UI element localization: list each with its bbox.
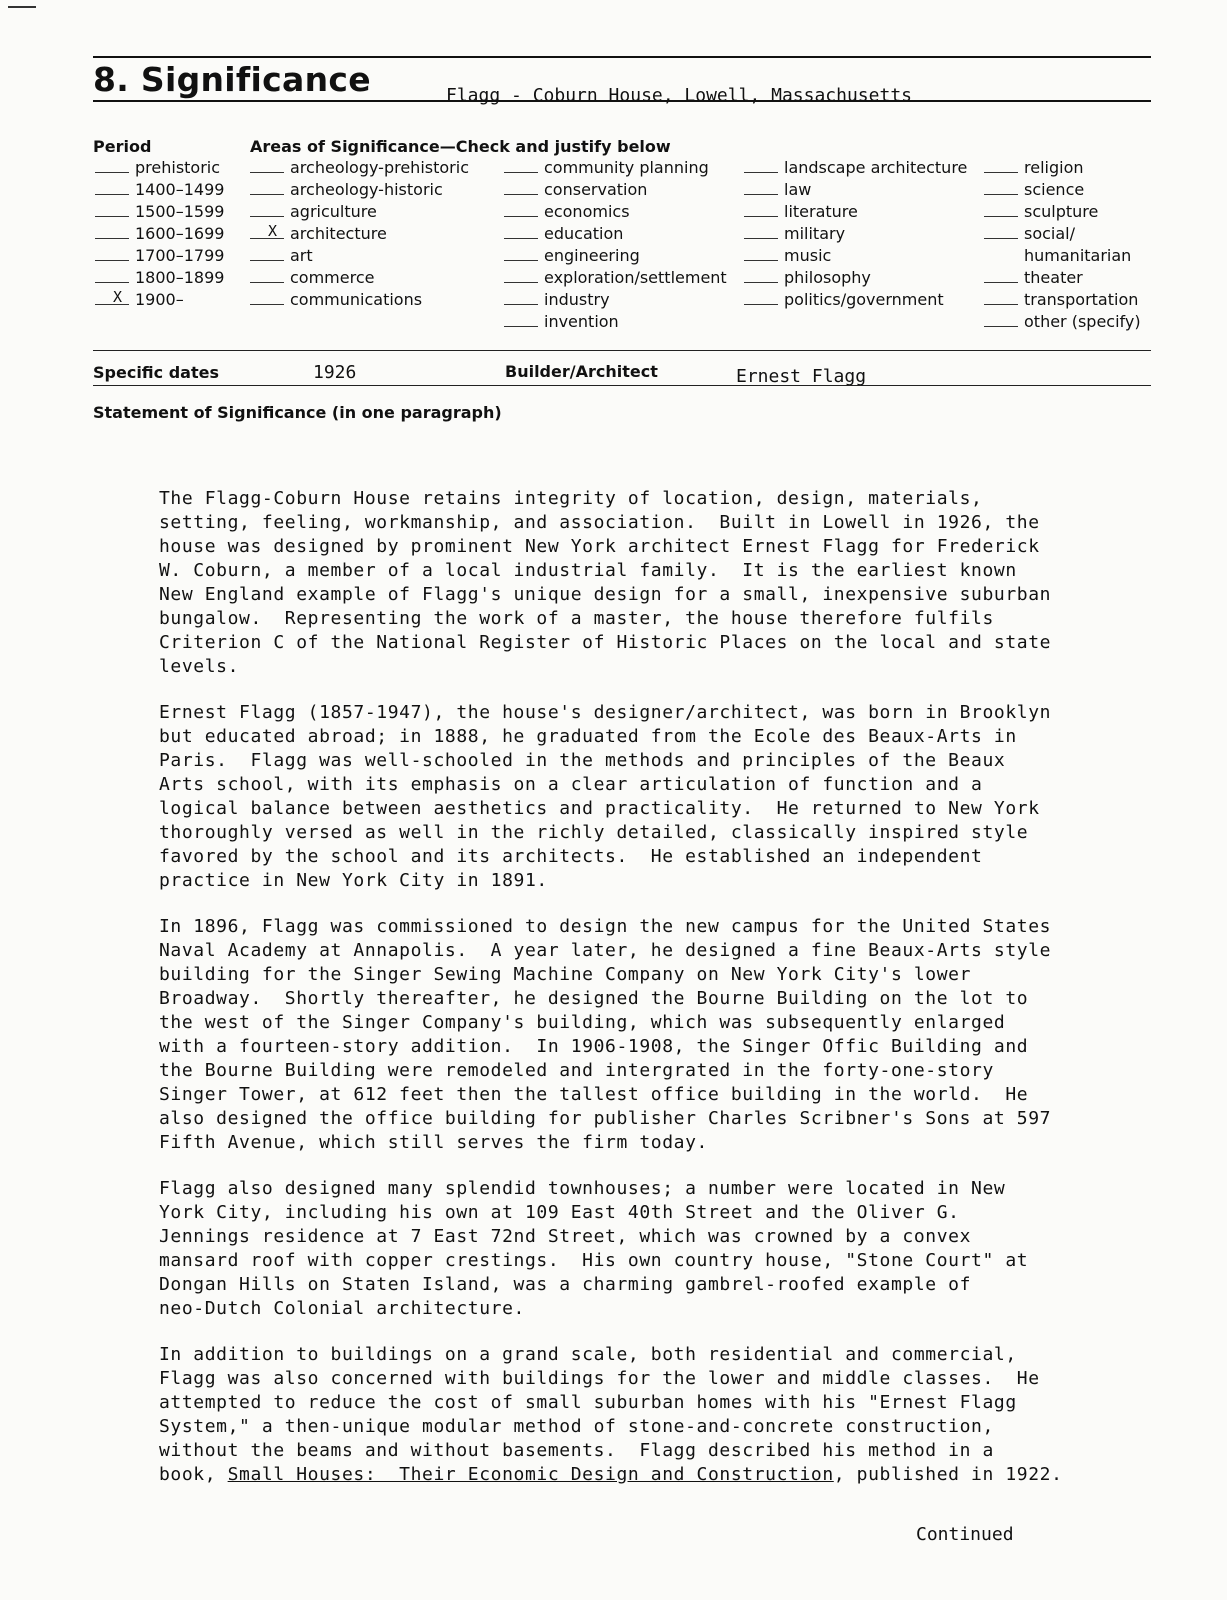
title-underline [93,100,1151,102]
checkbox-blank[interactable] [95,268,129,283]
builder-value: Ernest Flagg [736,366,867,387]
area-item [984,157,1141,179]
specific-dates-value: 1926 [313,362,357,383]
checkbox-blank[interactable] [984,202,1018,217]
area-item [250,289,469,311]
area-item [504,245,727,267]
checkbox-blank[interactable] [250,158,284,173]
period-list [95,157,224,311]
area-label: communications [290,290,423,309]
area-label: social/ [1024,224,1076,243]
period-label: 1700–1799 [135,246,225,265]
area-label: industry [544,290,610,309]
area-label: military [784,224,846,243]
checkbox-blank[interactable] [95,290,129,305]
area-label: science [1024,180,1085,199]
checkbox-blank[interactable] [95,158,129,173]
period-item [95,179,224,201]
area-label: religion [1024,158,1084,177]
area-item [504,201,727,223]
area-label: conservation [544,180,648,199]
checkbox-blank[interactable] [504,180,538,195]
period-label: prehistoric [135,158,221,177]
section-title: 8. Significance [93,60,371,99]
area-item [504,289,727,311]
paragraph-2: Ernest Flagg (1857-1947), the house's designer/architect, was born in Brooklyn but educated abroad; in 1888, he graduated from the Ecole des Beaux-Arts in Paris. Flagg was well-schooled in the methods and principles of the Beaux Arts school, with its emphasis on a clear articulation of function and a logical balance between aesthetics and practicality. He returned to New York thoroughly versed as well in the richly detailed, classically inspired style favored by the school and its architects. He established an independent practice in New York City in 1891. [159,702,1052,891]
area-item [744,223,967,245]
area-item [504,157,727,179]
property-name: Flagg - Coburn House, Lowell, Massachusetts [446,85,912,106]
period-item [95,223,224,245]
check-mark: X [268,222,278,240]
check-mark: X [113,288,123,306]
areas-column-1 [250,157,469,311]
checkbox-blank[interactable] [504,268,538,283]
area-label: law [784,180,812,199]
area-label: invention [544,312,619,331]
period-item [95,201,224,223]
area-label: other (specify) [1024,312,1141,331]
period-label: 1600–1699 [135,224,225,243]
paragraph-3: In 1896, Flagg was commissioned to design the new campus for the United States Naval Academy at Annapolis. A year later, he designed a fine Beaux-Arts style building for the Singer Sewing Machine Company on New York City's lower Broadway. Shortly thereafter, he designed the Bourne Building on the lot to the west of the Singer Company's building, which was subsequently enlarged with a fourteen-story addition. In 1906-1908, the Singer Offic Building and the Bourne Building were remodeled and intergrated in the forty-one-story Singer Tower, at 612 feet then the tallest office building in the world. He also designed the office building for publisher Charles Scribner's Sons at 597 Fifth Avenue, which still serves the firm today. [159,916,1052,1153]
area-label: archeology-historic [290,180,443,199]
paragraph-5-text: In addition to buildings on a grand scale, both residential and commercial, Flagg was also concerned with buildings for the lower and middle classes. He attempted to reduce the cost of small suburban homes with his "Ernest Flagg System," a then-unique modular method of stone-and-concrete construction, without the beams and without basements. Flagg described his method in a book, [159,1344,1040,1485]
areas-column-3 [744,157,967,311]
checkbox-blank[interactable] [250,246,284,261]
paragraph-4: Flagg also designed many splendid townhouses; a number were located in New York City, including his own at 109 East 40th Street and the Oliver G. Jennings residence at 7 East 72nd Street, which was crowned by a convex mansard roof with copper crestings. His own country house, "Stone Court" at Dongan Hills on Staten Island, was a charming gambrel-roofed example of neo-Dutch Colonial architecture. [159,1178,1029,1319]
area-item [984,245,1141,267]
area-label: economics [544,202,630,221]
dates-top-rule [93,350,1151,351]
area-item [744,289,967,311]
checkbox-blank[interactable] [504,224,538,239]
area-label: art [290,246,313,265]
area-label: music [784,246,832,265]
area-item [744,201,967,223]
period-label: 1900– [135,290,184,309]
area-item [744,157,967,179]
area-item [250,245,469,267]
area-item [504,223,727,245]
area-label: politics/government [784,290,944,309]
period-label: 1400–1499 [135,180,225,199]
area-label: architecture [290,224,387,243]
checkbox-blank[interactable] [504,158,538,173]
period-item [95,289,224,311]
dates-bottom-rule [93,385,1151,386]
continued-note: Continued [916,1524,1014,1545]
checkbox-blank[interactable] [504,246,538,261]
period-label: 1800–1899 [135,268,225,287]
checkbox-blank[interactable] [984,180,1018,195]
statement-body [159,487,1089,1509]
area-item [250,267,469,289]
checkbox-blank[interactable] [744,158,778,173]
area-label: literature [784,202,858,221]
checkbox-blank[interactable] [744,290,778,305]
checkbox-blank[interactable] [984,268,1018,283]
checkbox-blank[interactable] [95,202,129,217]
checkbox-blank[interactable] [95,180,129,195]
area-item [250,179,469,201]
area-item [250,223,469,245]
area-label: philosophy [784,268,871,287]
checkbox-blank[interactable] [504,290,538,305]
area-label: exploration/settlement [544,268,727,287]
statement-label: Statement of Significance (in one paragraph) [93,403,502,422]
paragraph-5 [159,1343,1089,1487]
builder-label: Builder/Architect [505,362,658,381]
areas-column-4 [984,157,1141,333]
area-item [250,201,469,223]
area-item [504,267,727,289]
area-label: humanitarian [1024,246,1132,265]
area-label: sculpture [1024,202,1099,221]
period-item [95,245,224,267]
book-title: Small Houses: Their Economic Design and Construction [227,1464,834,1485]
checkbox-blank[interactable] [984,312,1018,327]
area-label: agriculture [290,202,377,221]
checkbox-blank[interactable] [250,224,284,239]
checkbox-blank[interactable] [744,202,778,217]
checkbox-blank[interactable] [504,202,538,217]
checkbox-blank[interactable] [744,246,778,261]
paragraph-5-end: , published in 1922. [833,1464,1063,1485]
corner-mark [8,6,36,8]
period-item [95,157,224,179]
area-item [984,267,1141,289]
area-item [984,289,1141,311]
checkbox-blank[interactable] [250,290,284,305]
checkbox-blank[interactable] [744,268,778,283]
area-label: landscape architecture [784,158,968,177]
area-label: education [544,224,624,243]
paragraph-1: The Flagg-Coburn House retains integrity of location, design, materials, setting, feeling, workmanship, and association. Built in Lowell in 1926, the house was designed by prominent New York architect Ernest Flagg for Frederick W. Coburn, a member of a local industrial family. It is the earliest known New England example of Flagg's unique design for a small, inexpensive suburban bungalow. Representing the work of a master, the house therefore fulfils Criterion C of the National Register of Historic Places on the local and state levels. [159,488,1052,677]
area-label: transportation [1024,290,1139,309]
area-item [984,201,1141,223]
checkbox-blank[interactable] [744,224,778,239]
period-header: Period [93,137,152,156]
checkbox-blank[interactable] [250,202,284,217]
checkbox-blank[interactable] [984,158,1018,173]
top-rule [93,56,1151,58]
area-label: theater [1024,268,1083,287]
area-item [744,179,967,201]
area-item [984,311,1141,333]
checkbox-blank[interactable] [744,180,778,195]
area-item [984,223,1141,245]
areas-header: Areas of Significance—Check and justify below [250,137,671,156]
area-label: archeology-prehistoric [290,158,469,177]
checkbox-blank[interactable] [95,224,129,239]
area-label: community planning [544,158,709,177]
area-label: engineering [544,246,640,265]
checkbox-blank[interactable] [984,290,1018,305]
checkbox-blank[interactable] [250,180,284,195]
area-item [504,179,727,201]
area-label: commerce [290,268,375,287]
checkbox-blank[interactable] [95,246,129,261]
area-item [744,267,967,289]
area-item [250,157,469,179]
period-label: 1500–1599 [135,202,225,221]
area-item [504,311,727,333]
area-item [744,245,967,267]
checkbox-blank[interactable] [984,224,1018,239]
specific-dates-label: Specific dates [93,363,219,382]
area-item [984,179,1141,201]
checkbox-blank[interactable] [504,312,538,327]
checkbox-blank[interactable] [250,268,284,283]
areas-column-2 [504,157,727,333]
